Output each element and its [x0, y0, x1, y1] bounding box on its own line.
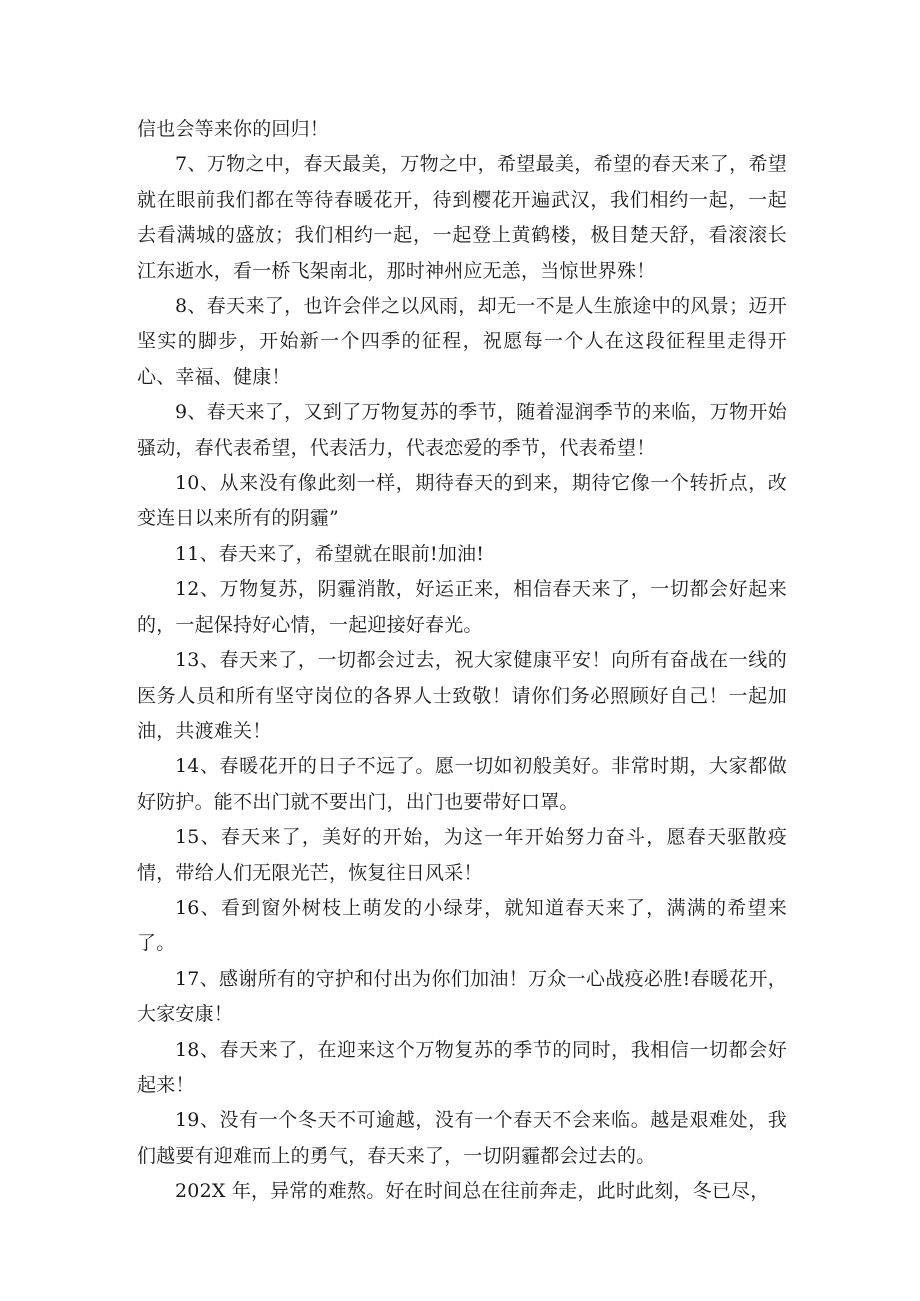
paragraph-16: 16、看到窗外树枝上萌发的小绿芽，就知道春天来了，满满的希望来了。	[137, 896, 787, 955]
paragraph-continuation: 信也会等来你的回归！	[137, 118, 330, 140]
paragraph-7: 7、万物之中，春天最美，万物之中，希望最美，希望的春天来了，希望就在眼前我们都在等待春暖花开，待到樱花开遍武汉，我们相约一起，一起去看满城的盛放；我们相约一起，一起登上黄鹤楼，极目楚天舒，看滚滚长江东逝水，看一桥飞架南北，那时神州应无恙，当惊世界殊！	[137, 153, 787, 282]
paragraph-17: 17、感谢所有的守护和付出为你们加油！万众一心战疫必胜!春暖花开，大家安康！	[137, 967, 787, 1026]
paragraph-9: 9、春天来了，又到了万物复苏的季节，随着湿润季节的来临，万物开始骚动，春代表希望，代表活力，代表恋爱的季节，代表希望！	[137, 401, 787, 459]
paragraph-12: 12、万物复苏，阴霾消散，好运正来，相信春天来了，一切都会好起来的，一起保持好心情，一起迎接好春光。	[137, 578, 787, 636]
paragraph-14: 14、春暖花开的日子不远了。愿一切如初般美好。非常时期，大家都做好防护。能不出门就不要出门，出门也要带好口罩。	[137, 755, 787, 813]
paragraph-closing: 202X 年，异常的难熬。好在时间总在往前奔走，此时此刻，冬已尽，	[175, 1180, 770, 1203]
document-body	[137, 112, 787, 1210]
paragraph-10: 10、从来没有像此刻一样，期待春天的到来，期待它像一个转折点，改变连日以来所有的阴霾”	[137, 472, 787, 530]
paragraph-8: 8、春天来了，也许会伴之以风雨，却无一不是人生旅途中的风景；迈开坚实的脚步，开始新一个四季的征程，祝愿每一个人在这段征程里走得开心、幸福、健康！	[137, 295, 787, 388]
paragraph-19: 19、没有一个冬天不可逾越，没有一个春天不会来临。越是艰难处，我们越要有迎难而上的勇气，春天来了，一切阴霾都会过去的。	[137, 1109, 787, 1167]
paragraph-13: 13、春天来了，一切都会过去，祝大家健康平安！向所有奋战在一线的医务人员和所有坚守岗位的各界人士致敬！请你们务必照顾好自己！一起加油，共渡难关！	[137, 649, 787, 742]
paragraph-11: 11、春天来了，希望就在眼前!加油!	[175, 542, 485, 565]
paragraph-18: 18、春天来了，在迎来这个万物复苏的季节的同时，我相信一切都会好起来！	[137, 1038, 787, 1096]
paragraph-15: 15、春天来了，美好的开始，为这一年开始努力奋斗，愿春天驱散疫情，带给人们无限光芒，恢复往日风采！	[137, 826, 787, 884]
